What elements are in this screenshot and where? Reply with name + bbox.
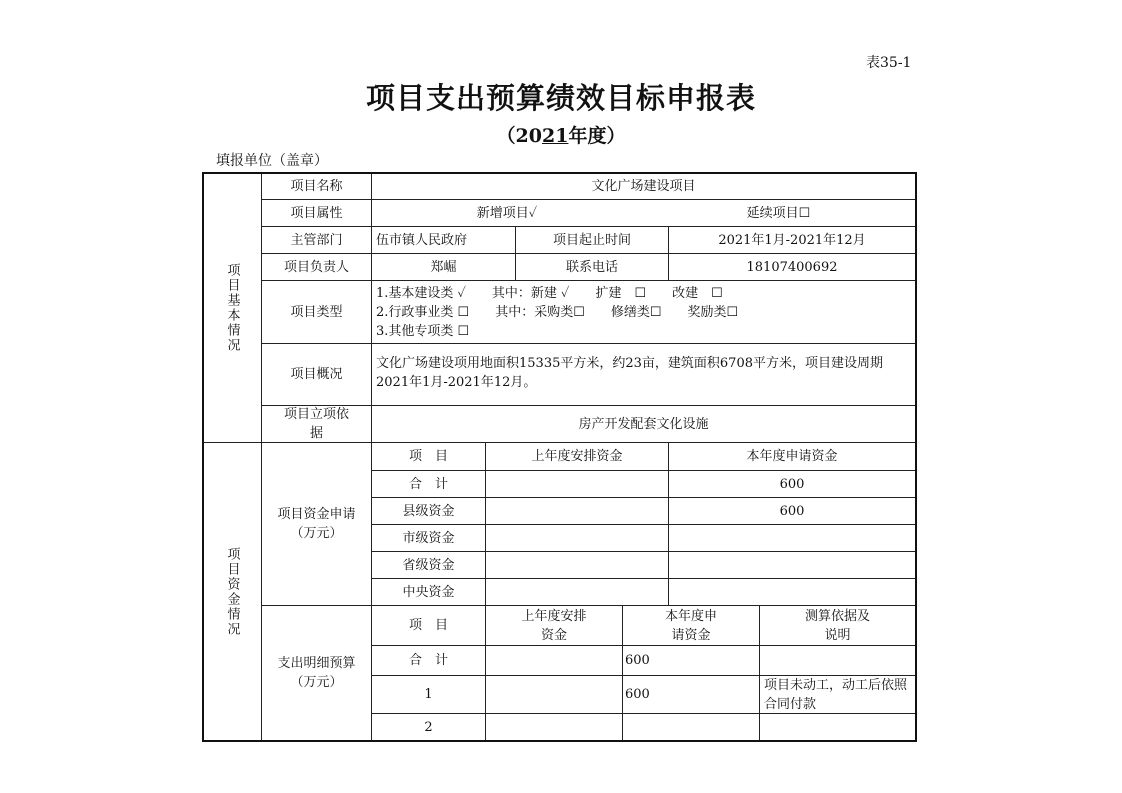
apply-cell — [485, 524, 669, 552]
fill-unit-label: 填报单位（盖章） — [216, 153, 328, 169]
apply-cell — [485, 470, 669, 498]
project-name: 文化广场建设项目 — [371, 172, 916, 200]
type-line-2: 2.行政事业类 ☐ 其中：采购类☐ 修缮类☐ 奖励类☐ — [376, 304, 739, 320]
type-label: 项目类型 — [261, 280, 372, 344]
apply-cell: 600 — [668, 470, 916, 498]
phone-value: 18107400692 — [668, 253, 916, 281]
detail-cell — [759, 713, 916, 741]
type-line-3: 3.其他专项类 ☐ — [376, 323, 470, 339]
apply-row-label: 县级资金 — [371, 497, 486, 525]
apply-header: 上年度安排资金 — [485, 442, 669, 471]
year-subtitle — [0, 121, 1122, 148]
detail-header: 上年度安排资金 — [485, 605, 623, 646]
detail-header: 本年度申请资金 — [622, 605, 760, 646]
overview-value: 文化广场建设项用地面积15335平方米，约23亩，建筑面积6708平方米，项目建设周期2021年1月-2021年12月。 — [371, 343, 916, 406]
detail-row-label: 2 — [371, 713, 486, 741]
detail-row-label: 合 计 — [371, 645, 486, 676]
apply-cell — [485, 551, 669, 579]
apply-cell — [668, 578, 916, 606]
project-attribute — [371, 199, 916, 227]
detail-cell — [759, 645, 916, 676]
name-label: 项目名称 — [261, 172, 372, 200]
apply-header: 本年度申请资金 — [668, 442, 916, 471]
dept-label: 主管部门 — [261, 226, 372, 254]
page-title: 项目支出预算绩效目标申报表 — [365, 81, 756, 115]
leader-label: 项目负责人 — [261, 253, 372, 281]
detail-header: 项 目 — [371, 605, 486, 646]
phone-label: 联系电话 — [515, 253, 669, 281]
period-label: 项目起止时间 — [515, 226, 669, 254]
detail-row-label: 1 — [371, 675, 486, 714]
project-type — [371, 280, 916, 344]
attr-label: 项目属性 — [261, 199, 372, 227]
year-suffix: 年度） — [568, 125, 626, 147]
detail-cell — [485, 675, 623, 714]
basis-value: 房产开发配套文化设施 — [371, 405, 916, 443]
detail-cell: 项目未动工，动工后依照合同付款 — [759, 675, 916, 714]
apply-cell: 600 — [668, 497, 916, 525]
section-basic-label: 项目基本情况 — [202, 172, 262, 443]
period-value: 2021年1月-2021年12月 — [668, 226, 916, 254]
basis-label: 项目立项依据 — [261, 405, 372, 443]
leader-value: 郑崛 — [371, 253, 516, 281]
detail-cell: 600 — [622, 645, 760, 676]
year-prefix: （20 — [496, 125, 542, 147]
form-number: 表35-1 — [866, 55, 912, 71]
apply-cell — [668, 524, 916, 552]
apply-row-label: 省级资金 — [371, 551, 486, 579]
dept-value: 伍市镇人民政府 — [371, 226, 516, 254]
apply-row-label: 合 计 — [371, 470, 486, 498]
apply-cell — [485, 497, 669, 525]
detail-cell — [485, 645, 623, 676]
apply-row-label: 市级资金 — [371, 524, 486, 552]
overview-label: 项目概况 — [261, 343, 372, 406]
detail-cell — [485, 713, 623, 741]
section-funds-label: 项目资金情况 — [202, 442, 262, 741]
type-line-1: 1.基本建设类 ✓ 其中：新建 ✓ 扩建 ☐ 改建 ☐ — [376, 285, 723, 301]
apply-cell — [668, 551, 916, 579]
attr-continue: 延续项目☐ — [746, 205, 811, 221]
detail-cell — [622, 713, 760, 741]
detail-cell: 600 — [622, 675, 760, 714]
apply-cell — [485, 578, 669, 606]
detail-label: 支出明细预算（万元） — [261, 605, 372, 741]
apply-label: 项目资金申请（万元） — [261, 442, 372, 606]
attr-new: 新增项目✓ — [476, 205, 538, 221]
year-value: 21 — [541, 125, 569, 147]
apply-row-label: 中央资金 — [371, 578, 486, 606]
apply-header: 项 目 — [371, 442, 486, 471]
detail-header: 测算依据及说明 — [759, 605, 916, 646]
